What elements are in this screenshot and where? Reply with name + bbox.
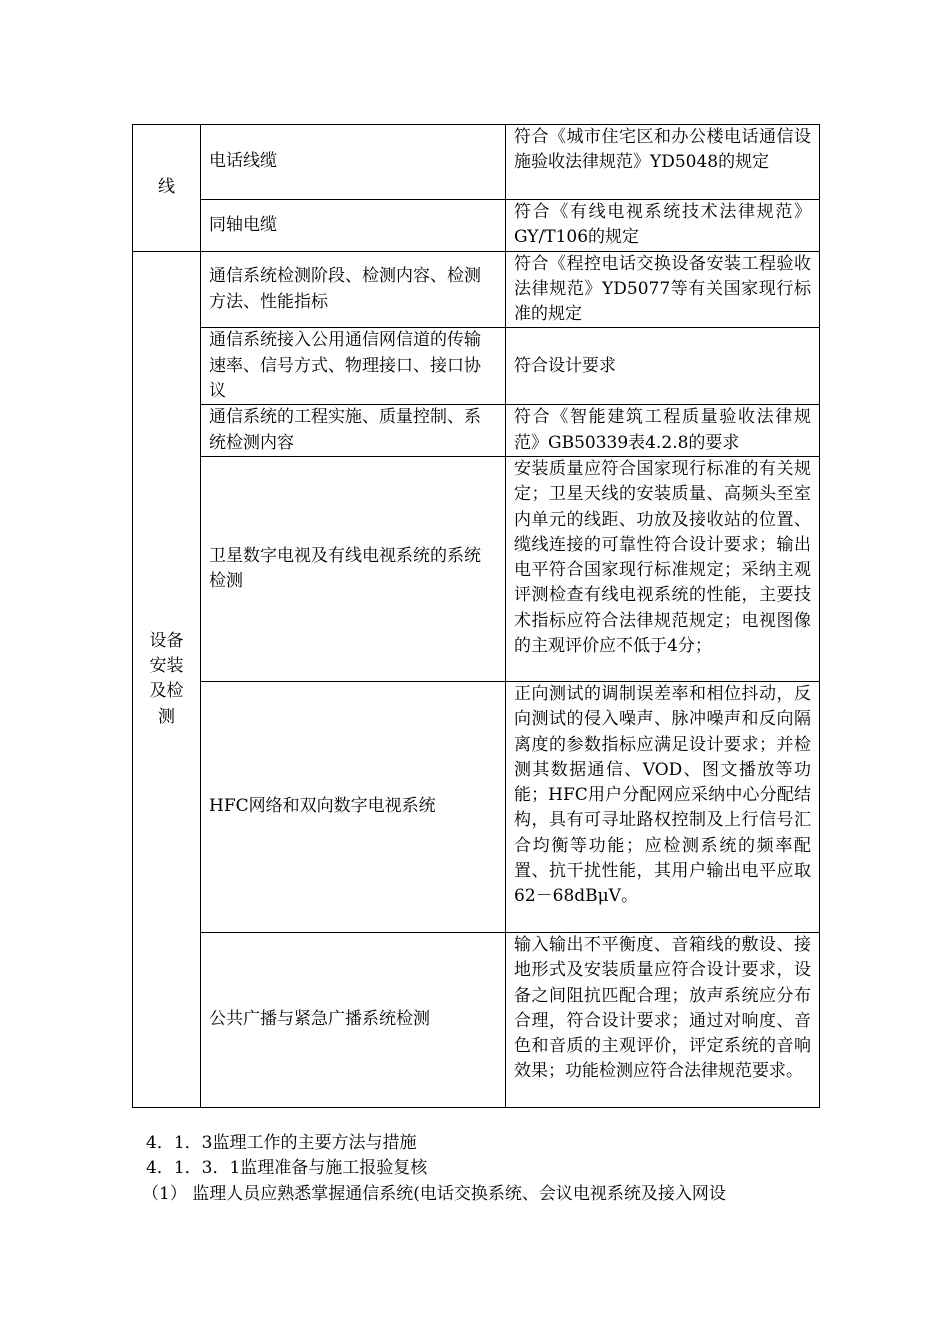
item-cell: 通信系统检测阶段、检测内容、检测方法、性能指标 — [201, 251, 506, 328]
item-cell: 电话线缆 — [201, 125, 506, 200]
category-label: 线 — [158, 177, 175, 198]
table-row — [133, 125, 820, 200]
list-item: （1） 监理人员应熟悉掌握通信系统(电话交换系统、会议电视系统及接入网设 — [142, 1184, 726, 1204]
table-row — [133, 328, 820, 405]
item-cell: 公共广播与紧急广播系统检测 — [201, 932, 506, 1107]
spec-table — [132, 124, 820, 1108]
table-row — [133, 932, 820, 1107]
requirement-cell: 输入输出不平衡度、音箱线的敷设、接地形式及安装质量应符合设计要求，设备之间阻抗匹配合理；放声系统应分布合理，符合设计要求；通过对响度、音色和音质的主观评价，评定系统的音响效果；功能检测应符合法律规范要求。 — [506, 932, 820, 1107]
table-row — [133, 681, 820, 932]
table-row — [133, 251, 820, 328]
table-row — [133, 405, 820, 457]
table-row — [133, 200, 820, 252]
subsection-heading: 4．1．3．1监理准备与施工报验复核 — [146, 1158, 428, 1178]
requirement-cell: 正向测试的调制误差率和相位抖动，反向测试的侵入噪声、脉冲噪声和反向隔离度的参数指标应满足设计要求；并检测其数据通信、VOD、图文播放等功能；HFC用户分配网应采纳中心分配结构，具有可寻址路权控制及上行信号汇合均衡等功能；应检测系统的频率配置、抗干扰性能，其用户输出电平应取62－68dBμV。 — [506, 681, 820, 932]
section-heading: 4．1．3监理工作的主要方法与措施 — [146, 1133, 417, 1153]
table-row — [133, 456, 820, 681]
requirement-cell: 安装质量应符合国家现行标准的有关规定；卫星天线的安装质量、高频头至室内单元的线距、功放及接收站的位置、缆线连接的可靠性符合设计要求；输出电平符合国家现行标准规定；采纳主观评测检查有线电视系统的性能，主要技术指标应符合法律规范规定；电视图像的主观评价应不低于4分； — [506, 456, 820, 681]
item-cell: 同轴电缆 — [201, 200, 506, 252]
requirement-cell: 符合《城市住宅区和办公楼电话通信设施验收法律规范》YD5048的规定 — [506, 125, 820, 200]
requirement-cell: 符合《有线电视系统技术法律规范》GY/T106的规定 — [506, 200, 820, 252]
item-cell: 卫星数字电视及有线电视系统的系统检测 — [201, 456, 506, 681]
item-cell: 通信系统接入公用通信网信道的传输速率、信号方式、物理接口、接口协议 — [201, 328, 506, 405]
item-cell: HFC网络和双向数字电视系统 — [201, 681, 506, 932]
requirement-cell: 符合设计要求 — [506, 328, 820, 405]
category-cell — [133, 251, 201, 1107]
requirement-cell: 符合《智能建筑工程质量验收法律规范》GB50339表4.2.8的要求 — [506, 405, 820, 457]
category-label: 设备安装及检测 — [149, 630, 184, 727]
category-cell — [133, 125, 201, 252]
item-cell: 通信系统的工程实施、质量控制、系统检测内容 — [201, 405, 506, 457]
requirement-cell: 符合《程控电话交换设备安装工程验收法律规范》YD5077等有关国家现行标准的规定 — [506, 251, 820, 328]
